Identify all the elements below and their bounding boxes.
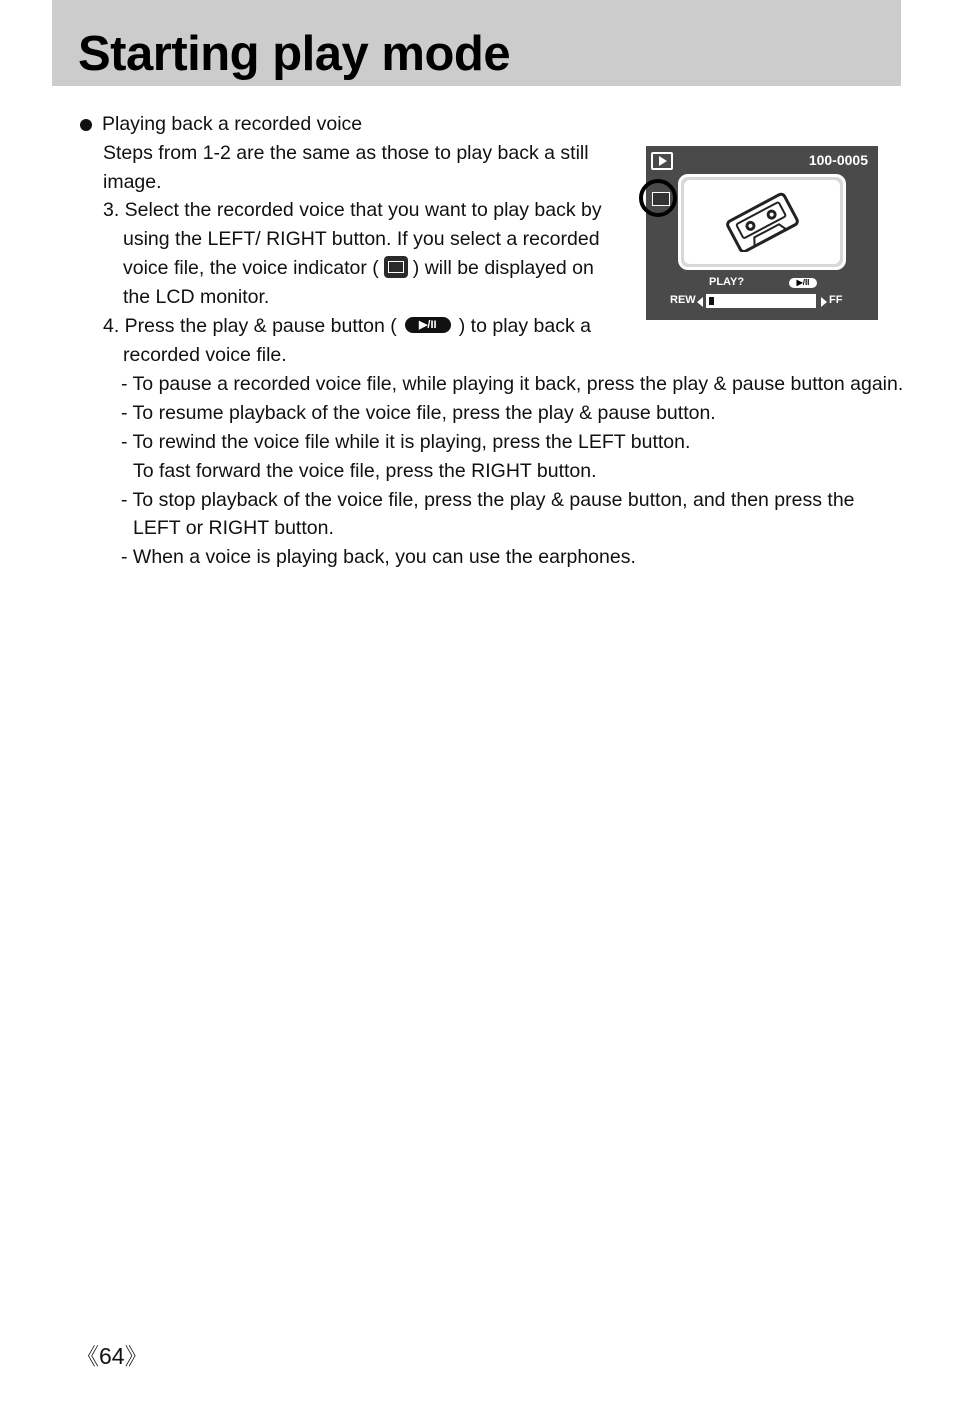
step4-line-1 [103,312,591,340]
lcd-file-number: 100-0005 [808,152,868,168]
play-pause-button-icon: ▶/II [405,317,451,333]
highlight-circle [639,179,677,217]
lcd-play-prompt: PLAY? [709,276,745,288]
section-heading: Playing back a recorded voice [102,113,363,135]
note-stop-1: - To stop playback of the voice file, press the play & pause button, and then press the [121,489,855,511]
lcd-rew-label: REW [670,294,696,306]
lcd-progress-fill [709,297,714,305]
note-stop-2: LEFT or RIGHT button. [133,517,334,539]
lcd-image-frame [678,174,846,270]
step3-line-3 [123,254,594,282]
intro-line-2: image. [103,171,162,193]
page-number: 《64》 [76,1343,148,1369]
step4-line-1-after: ) to play back a [458,315,591,337]
note-pause: - To pause a recorded voice file, while playing it back, press the play & pause button again. [121,373,904,395]
note-earphones: - When a voice is playing back, you can use the earphones. [121,546,636,568]
note-resume: - To resume playback of the voice file, press the play & pause button. [121,402,716,424]
cassette-tape-icon [722,192,802,252]
step3-line-3-after: ) will be displayed on [412,257,594,279]
step3-line-4: the LCD monitor. [123,286,270,308]
note-fast-forward: To fast forward the voice file, press the RIGHT button. [133,460,597,482]
page-title: Starting play mode [78,27,511,81]
step3-line-3-before: voice file, the voice indicator ( [123,257,379,279]
lcd-screen [646,146,878,320]
note-rewind: - To rewind the voice file while it is playing, press the LEFT button. [121,431,691,453]
intro-line-1: Steps from 1-2 are the same as those to play back a still [103,142,589,164]
lcd-progress-bar [706,294,816,308]
fast-forward-arrow-icon [821,297,827,307]
lcd-play-pause-icon: ▶/II [789,278,817,288]
step3-line-1: 3. Select the recorded voice that you want to play back by [103,199,602,221]
bullet-icon [80,119,92,131]
step4-line-1-before: 4. Press the play & pause button ( [103,315,397,337]
play-mode-icon [651,152,673,170]
voice-indicator-icon [384,256,408,278]
lcd-ff-label: FF [829,294,843,306]
step3-line-2: using the LEFT/ RIGHT button. If you select a recorded [123,228,600,250]
rewind-arrow-icon [697,297,703,307]
step4-line-2: recorded voice file. [123,344,287,366]
